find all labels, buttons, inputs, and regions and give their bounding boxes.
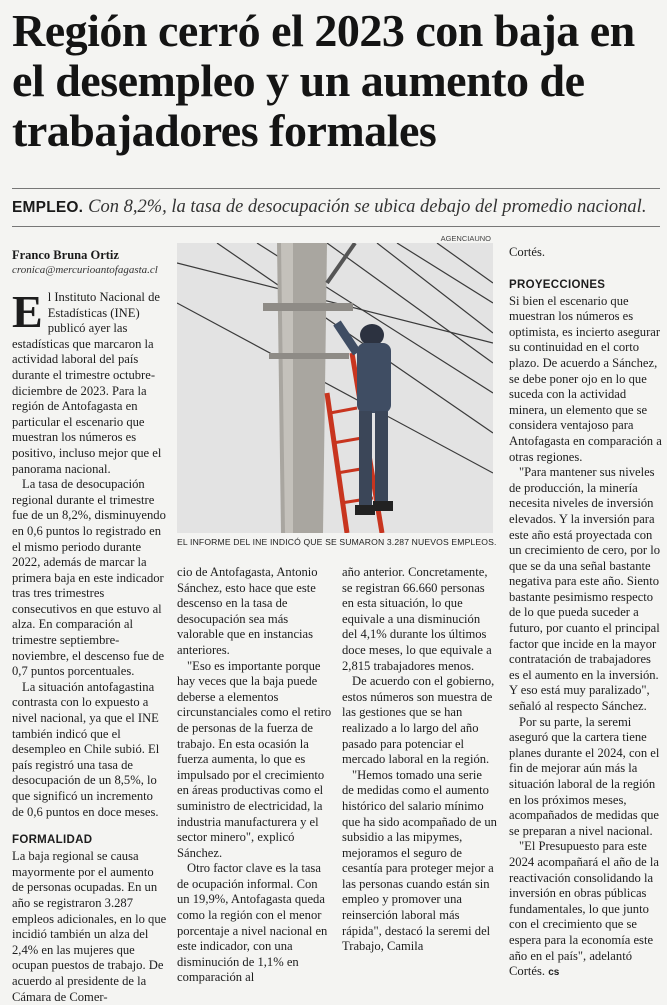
paragraph: La baja regional se causa mayormente por el aumento de personas ocupadas. En un año se registraron 3.287 empleos adicionales, en lo que incidió también un alza del 2,4% en las mujeres que ocupan puestos de trabajo. De acuerdo al presidente de la Cámara de Comer-	[12, 849, 167, 1004]
pole-worker-illustration	[177, 243, 493, 533]
paragraph: La situación antofagastina contrasta con lo expuesto a nivel nacional, ya que el INE también indicó que el desempleo en Chile subió. El país registró una tasa de desocupación de un 8,5%, lo que significó un incremento de 0,6 puntos en doce meses.	[12, 679, 160, 819]
author-email: cronica@mercurioantofagasta.cl	[12, 264, 158, 276]
column-2	[177, 565, 332, 986]
deck-rule	[12, 226, 660, 227]
dropcap: E	[12, 286, 43, 337]
paragraph: Por su parte, la seremi aseguró que la cartera tiene planes durante el 2024, con el fin de mejorar aún más la situación laboral de la región en los próximos meses, acompañados de medidas que se preparan a nivel nacional.	[509, 714, 660, 838]
paragraph: l Instituto Nacional de Estadísticas (INE) publicó ayer las estadísticas que marcaron la actividad laboral del país durante el trimestre octubre-diciembre de 2023. Para la región de Antofagasta en particular el escenario que muestran los números es positivo, incluso mejor que el panorama nacional.	[12, 290, 162, 476]
headline: Región cerró el 2023 con baja en el desempleo y un aumento de trabajadores formales	[12, 5, 635, 156]
top-rule	[12, 188, 660, 189]
paragraph: "Eso es importante porque hay veces que la baja puede deberse a elementos circunstanciales como el retiro de personas de la fuerza de trabajo. En esta ocasión la fuerza aumenta, lo que es impulsado por el crecimiento en áreas productivas como el suministro de electricidad, la industria manufacturera y el sector minero", explicó Sánchez.	[177, 658, 332, 860]
worker-photo	[177, 243, 493, 533]
paragraph: Si bien el escenario que muestran los números es optimista, es incierto asegurar su continuidad en el corto plazo. De acuerdo a Sánchez, se debe poner ojo en lo que suceda con la actividad minera, un elemento que se considera ventajoso para Antofagasta en comparación a otras regiones.	[509, 293, 662, 464]
paragraph: De acuerdo con el gobierno, estos números son muestra de las gestiones que se han realizado a lo largo del año pasado para potenciar el mercado laboral en la región.	[342, 674, 495, 767]
photo-credit: AGENCIAUNO	[440, 234, 491, 243]
deck	[12, 196, 662, 219]
paragraph: "Hemos tomado una serie de medidas como el aumento histórico del salario mínimo que ha sido acompañado de un subsidio a las mipymes, mejoramos el seguro de cesantía para proteger mejor a las personas cuando están sin empleo y promover una reinserción laboral más rápida", destacó la seremi del Trabajo, Camila	[342, 767, 497, 954]
paragraph-text: "El Presupuesto para este 2024 acompañará el año de la reactivación consolidando la inversión en obras públicas fundamentales, lo que junto con el crecimiento que se espera para la economía este año en el país", adelantó Cortés.	[509, 839, 660, 979]
photo-caption: EL INFORME DEL INE INDICÓ QUE SE SUMARON 3.287 NUEVOS EMPLEOS.	[177, 537, 497, 547]
subhead-formalidad: FORMALIDAD	[12, 834, 93, 847]
paragraph: Otro factor clave es la tasa de ocupación informal. Con un 19,9%, Antofagasta queda como la región con el menor porcentaje a nivel nacional en este indicador, con una disminución de 1,1% en comparación al	[177, 861, 328, 985]
end-mark: cs	[548, 967, 560, 979]
paragraph: Cortés.	[509, 245, 546, 259]
kicker: EMPLEO.	[12, 199, 84, 216]
paragraph: cio de Antofagasta, Antonio Sánchez, esto hace que este descenso en la tasa de desocupación sea más valorable que en instancias anteriores.	[177, 565, 318, 657]
author-name: Franco Bruna Ortiz	[12, 248, 119, 262]
column-3	[342, 565, 497, 955]
paragraph: "Para mantener sus niveles de producción, la minería necesita niveles de inversión elevados. Y la inversión para este año está proyectada con un crecimiento de cero, por lo que se da una señal bastante negativa para este año. Siento bastante pesimismo respecto de lo que pueda suceder a futuro, por cuanto el principal factor que incide en la mayor contratación de trabajadores es el aumento en la inversión. Y eso está muy paralizado", señaló al respecto Sánchez.	[509, 465, 661, 714]
paragraph: La tasa de desocupación regional durante el trimestre fue de un 8,2%, disminuyendo en 0,6 puntos lo registrado en el mismo periodo durante 2022, además de marcar la primera baja en este indicador tras tres trimestres consecutivos en que estuvo al alza. En comparación al trimestre septiembre-noviembre, el descenso fue de 0,7 puntos porcentuales.	[12, 477, 166, 679]
paragraph: año anterior. Concretamente, se registran 66.660 personas en esta situación, lo que equivale a una disminución del 4,1% durante los últimos doce meses, lo que equivale a 2,815 trabajadores menos.	[342, 565, 492, 673]
lead-text: Con 8,2%, la tasa de desocupación se ubica debajo del promedio nacional.	[88, 197, 647, 217]
byline	[12, 248, 167, 277]
column-4	[509, 245, 662, 981]
paragraph	[509, 839, 662, 980]
subhead-proyecciones: PROYECCIONES	[509, 278, 606, 291]
column-1	[12, 286, 167, 1005]
